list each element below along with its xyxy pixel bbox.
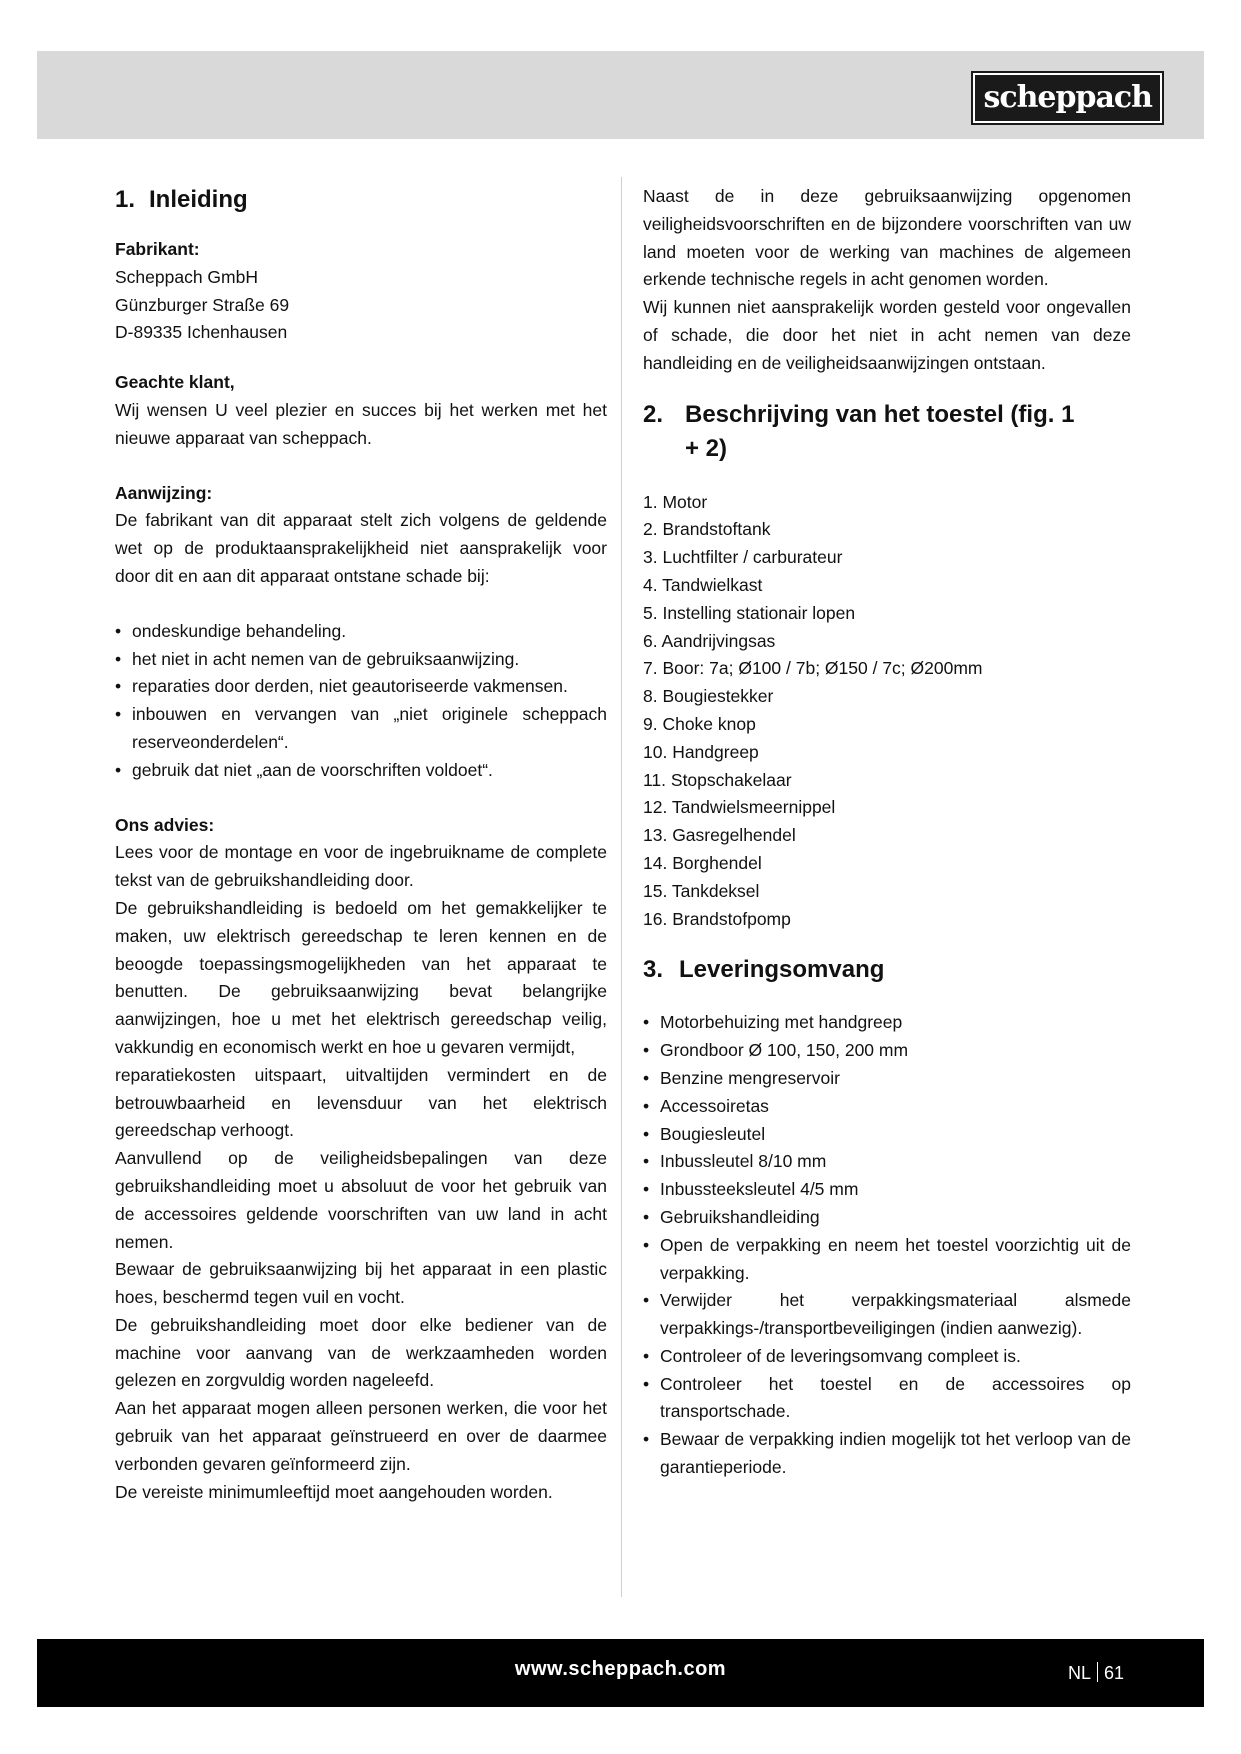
advice-paragraph: De vereiste minimumleeftijd moet aangehouden worden. bbox=[115, 1481, 553, 1502]
note-label: Aanwijzing: bbox=[115, 482, 213, 503]
list-item: • gebruik dat niet „aan de voorschriften voldoet“. bbox=[115, 757, 607, 785]
list-item: 13. Gasregelhendel bbox=[643, 825, 796, 846]
list-item: • Grondboor Ø 100, 150, 200 mm bbox=[643, 1037, 1131, 1065]
dear-label: Geachte klant, bbox=[115, 372, 235, 393]
intro-paragraph: Wij kunnen niet aansprakelijk worden gesteld voor ongevallen of schade, die door het niet in acht nemen van deze handleiding en de veiligheidsaanwijzingen ontstaan. bbox=[643, 297, 1131, 373]
note-bullet-list bbox=[115, 618, 607, 785]
page-footer bbox=[37, 1639, 1204, 1707]
list-item: • Verwijder het verpakkingsmateriaal alsmede verpakkings-/transportbeveiligingen (indien aanwezig). bbox=[643, 1287, 1131, 1343]
list-item: 11. Stopschakelaar bbox=[643, 769, 792, 790]
list-item: • inbouwen en vervangen van „niet originele scheppach reserveonderdelen“. bbox=[115, 701, 607, 757]
list-item: 2. Brandstoftank bbox=[643, 519, 771, 540]
advice-paragraph: reparatiekosten uitspaart, uitvaltijden vermindert en de betrouwbaarheid en levensduur van het elektrisch gereedschap verhoogt. bbox=[115, 1064, 607, 1141]
advice-paragraph: Aan het apparaat mogen alleen personen werken, die voor het gebruik van het apparaat geïnstrueerd en over de daarmee verbonden gevaren geïnformeerd zijn. bbox=[115, 1398, 607, 1474]
list-item: 5. Instelling stationair lopen bbox=[643, 602, 856, 623]
manufacturer-label: Fabrikant: bbox=[115, 239, 200, 259]
list-item: • Controleer of de leveringsomvang compleet is. bbox=[643, 1343, 1131, 1371]
parts-list bbox=[643, 489, 1131, 934]
list-item: • Bewaar de verpakking indien mogelijk tot het verloop van de garantieperiode. bbox=[643, 1426, 1131, 1482]
list-item: • het niet in acht nemen van de gebruiksaanwijzing. bbox=[115, 646, 607, 674]
list-item: 4. Tandwielkast bbox=[643, 574, 763, 595]
list-item: 3. Luchtfilter / carburateur bbox=[643, 547, 843, 568]
list-item: • Controleer het toestel en de accessoires op transportschade. bbox=[643, 1371, 1131, 1427]
list-item: 14. Borghendel bbox=[643, 852, 762, 873]
list-item: • Inbussteeksleutel 4/5 mm bbox=[643, 1176, 1131, 1204]
list-item: 7. Boor: 7a; Ø100 / 7b; Ø150 / 7c; Ø200mm bbox=[643, 658, 983, 679]
dear-text: Wij wensen U veel plezier en succes bij het werken met het nieuwe apparaat van scheppach. bbox=[115, 399, 607, 448]
advice-paragraph: De gebruikshandleiding moet door elke bediener van de machine voor aanvang van de werkzaamheden worden gelezen en zorgvuldig worden nageleefd. bbox=[115, 1314, 607, 1391]
list-item: 12. Tandwielsmeernippel bbox=[643, 797, 836, 818]
note-text: De fabrikant van dit apparaat stelt zich volgens de geldende wet op de produktaansprakelijkheid niet aansprakelijk voor door dit en aan dit apparaat ontstane schade bij: bbox=[115, 510, 607, 586]
list-item: • Bougiesleutel bbox=[643, 1121, 1131, 1149]
list-item: 1. Motor bbox=[643, 491, 708, 512]
advice-label: Ons advies: bbox=[115, 814, 215, 835]
intro-paragraph: Naast de in deze gebruiksaanwijzing opgenomen veiligheidsvoorschriften en de bijzondere voorschriften van uw land moeten voor de werking van machines de algemeen erkende technische regels in acht genomen worden. bbox=[643, 186, 1131, 290]
list-item: • Open de verpakking en neem het toestel voorzichtig uit de verpakking. bbox=[643, 1232, 1131, 1288]
advice-paragraph: Bewaar de gebruiksaanwijzing bij het apparaat in een plastic hoes, beschermd tegen vuil en vocht. bbox=[115, 1259, 607, 1308]
manufacturer-line: Günzburger Straße 69 bbox=[115, 294, 290, 315]
page-number: NL 61 bbox=[1067, 1663, 1124, 1683]
brand-logo: scheppach bbox=[971, 71, 1164, 125]
list-item: • reparaties door derden, niet geautoriseerde vakmensen. bbox=[115, 673, 607, 701]
page-header bbox=[37, 51, 1204, 139]
list-item: 9. Choke knop bbox=[643, 713, 756, 734]
list-item: • Gebruikshandleiding bbox=[643, 1204, 1131, 1232]
delivery-list bbox=[643, 1009, 1131, 1482]
list-item: • Motorbehuizing met handgreep bbox=[643, 1009, 1131, 1037]
list-item: 8. Bougiestekker bbox=[643, 686, 774, 707]
section-3-heading: 3. Leveringsomvang bbox=[643, 956, 885, 984]
right-column bbox=[643, 183, 1131, 1482]
list-item: 6. Aandrijvingsas bbox=[643, 630, 776, 651]
section-1-heading: 1. Inleiding bbox=[115, 186, 248, 213]
advice-paragraph: Lees voor de montage en voor de ingebruikname de complete tekst van de gebruikshandleiding door. bbox=[115, 842, 607, 891]
list-item: • ondeskundige behandeling. bbox=[115, 618, 607, 646]
column-divider bbox=[621, 177, 622, 1597]
section-2-heading: 2. Beschrijving van het toestel (fig. 1 + 2) bbox=[643, 400, 1075, 462]
left-column bbox=[115, 183, 607, 1506]
advice-paragraph: De gebruikshandleiding is bedoeld om het gemakkelijker te maken, uw elektrisch gereedschap te leren kennen en de beoogde toepassingsmogelijkheden van het apparaat te benutten. De gebruiksaanwijzing bevat belangrijke aanwijzingen, hoe u met het elektrisch gereedschap veilig, vakkundig en economisch werkt en hoe u gevaren vermijdt, bbox=[115, 897, 607, 1057]
manufacturer-line: Scheppach GmbH bbox=[115, 266, 258, 287]
advice-paragraph: Aanvullend op de veiligheidsbepalingen van deze gebruikshandleiding moet u absoluut de voor het gebruik van de accessoires geldende voorschriften van uw land in acht nemen. bbox=[115, 1148, 607, 1252]
list-item: 10. Handgreep bbox=[643, 741, 759, 762]
manufacturer-line: D-89335 Ichenhausen bbox=[115, 322, 288, 343]
list-item: • Inbussleutel 8/10 mm bbox=[643, 1148, 1131, 1176]
list-item: • Benzine mengreservoir bbox=[643, 1065, 1131, 1093]
list-item: 15. Tankdeksel bbox=[643, 880, 760, 901]
list-item: 16. Brandstofpomp bbox=[643, 908, 791, 929]
website-link[interactable]: www.scheppach.com bbox=[514, 1658, 727, 1680]
list-item: • Accessoiretas bbox=[643, 1093, 1131, 1121]
